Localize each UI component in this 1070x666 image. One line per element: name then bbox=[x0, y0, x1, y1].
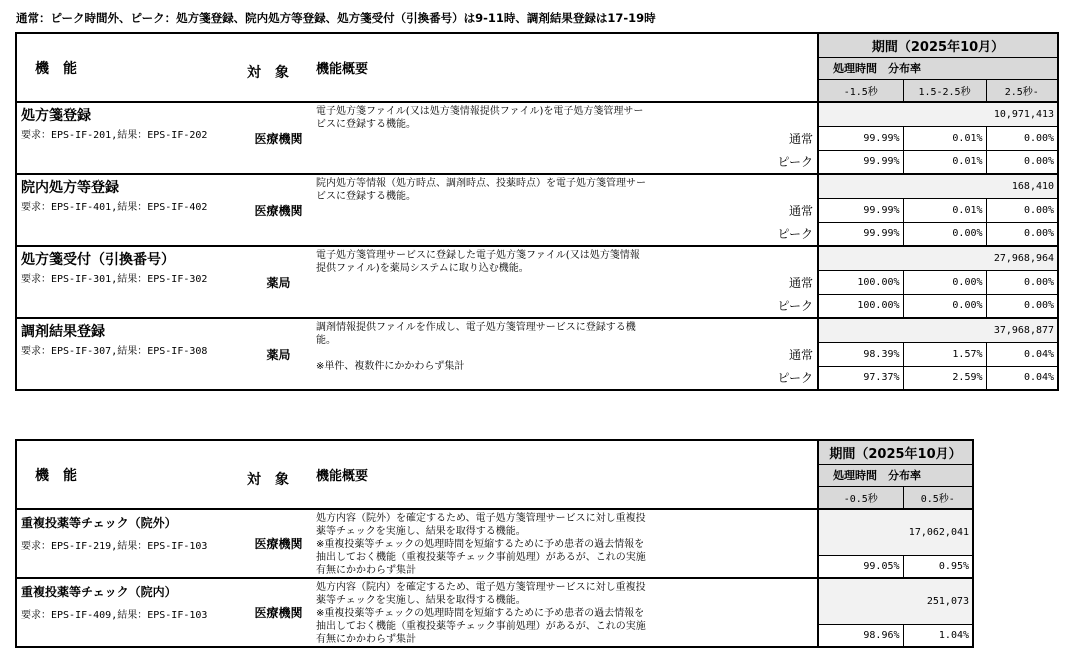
header-range-1: -0.5秒 bbox=[818, 486, 903, 509]
desc-line: ビスに登録する機能。 bbox=[316, 191, 416, 202]
value-cell: 0.00% bbox=[986, 150, 1058, 174]
function-name: 調剤結果登録 bbox=[16, 318, 241, 342]
value-cell: 99.99% bbox=[818, 222, 903, 246]
interface-ids: 要求：EPS-IF-219,結果：EPS-IF-103 bbox=[21, 541, 208, 552]
function-description bbox=[316, 318, 731, 390]
value-cell: 0.00% bbox=[903, 270, 986, 294]
function-description bbox=[316, 102, 731, 174]
value-cell: 0.00% bbox=[986, 198, 1058, 222]
total-count: 27,968,964 bbox=[818, 246, 1058, 270]
function-description bbox=[316, 246, 731, 318]
header-distribution: 処理時間 分布率 bbox=[818, 464, 973, 486]
value-cell: 0.01% bbox=[903, 198, 986, 222]
value-cell: 99.99% bbox=[818, 198, 903, 222]
desc-note: ※単件、複数件にかかわらず集計 bbox=[316, 361, 465, 372]
header-range-3: 2.5秒- bbox=[986, 79, 1058, 102]
function-description bbox=[316, 509, 731, 578]
table-row bbox=[16, 102, 1058, 126]
desc-line: 調剤情報提供ファイルを作成し、電子処方箋管理サービスに登録する機 bbox=[316, 322, 636, 333]
function-name: 重複投薬等チェック（院内） bbox=[21, 585, 177, 599]
peak-label: ピーク bbox=[777, 155, 814, 169]
value-cell: 1.04% bbox=[903, 624, 973, 647]
function-name: 処方箋登録 bbox=[16, 102, 241, 126]
header-function: 機 能 bbox=[35, 60, 77, 77]
value-cell: 0.04% bbox=[986, 342, 1058, 366]
header-range-1: -1.5秒 bbox=[818, 79, 903, 102]
value-cell: 0.00% bbox=[903, 222, 986, 246]
target-cell: 医療機関 bbox=[241, 102, 316, 174]
value-cell: 2.59% bbox=[903, 366, 986, 390]
desc-line: ※重複投薬等チェックの処理時間を短縮するために予め患者の過去情報を bbox=[316, 539, 645, 550]
function-name: 重複投薬等チェック（院外） bbox=[21, 516, 177, 530]
value-cell: 0.00% bbox=[986, 222, 1058, 246]
value-cell: 99.99% bbox=[818, 126, 903, 150]
normal-label: 通常 bbox=[789, 275, 814, 290]
interface-ids: 要求：EPS-IF-301,結果：EPS-IF-302 bbox=[21, 274, 208, 285]
value-cell: 100.00% bbox=[818, 294, 903, 318]
value-cell: 0.01% bbox=[903, 126, 986, 150]
header-function-target bbox=[16, 33, 316, 102]
total-count: 37,968,877 bbox=[818, 318, 1058, 342]
header-function-target bbox=[16, 440, 316, 509]
footnote-definition: 通常：ピーク時間外、ピーク：処方箋登録、院内処方等登録、処方箋受付（引換番号）は9-11時、調剤結果登録は17-19時 bbox=[16, 11, 656, 25]
value-cell: 99.05% bbox=[818, 555, 903, 578]
function-name: 院内処方等登録 bbox=[16, 174, 241, 198]
target-cell: 医療機関 bbox=[241, 509, 316, 578]
peak-label: ピーク bbox=[777, 227, 814, 241]
total-count: 251,073 bbox=[818, 578, 973, 624]
header-function: 機 能 bbox=[35, 467, 77, 484]
header-period: 期間（2025年10月） bbox=[818, 440, 973, 464]
header-summary: 機能概要 bbox=[316, 62, 369, 77]
desc-line: 抽出しておく機能（重複投薬等チェック事前処理）があるが、これの実施 bbox=[316, 621, 646, 632]
header-summary: 機能概要 bbox=[316, 469, 369, 484]
desc-line: 抽出しておく機能（重複投薬等チェック事前処理）があるが、これの実施 bbox=[316, 552, 646, 563]
total-count: 168,410 bbox=[818, 174, 1058, 198]
value-cell: 97.37% bbox=[818, 366, 903, 390]
desc-line: 有無にかかわらず集計 bbox=[316, 565, 416, 576]
interface-ids: 要求：EPS-IF-307,結果：EPS-IF-308 bbox=[21, 346, 208, 357]
target-cell: 医療機関 bbox=[241, 578, 316, 647]
function-cell bbox=[16, 578, 241, 624]
target-cell: 薬局 bbox=[241, 318, 316, 390]
peak-label: ピーク bbox=[777, 371, 814, 385]
header-range-2: 0.5秒- bbox=[903, 486, 973, 509]
normal-label: 通常 bbox=[789, 203, 814, 218]
value-cell: 98.96% bbox=[818, 624, 903, 647]
value-cell: 0.95% bbox=[903, 555, 973, 578]
total-count: 17,062,041 bbox=[818, 509, 973, 555]
target-cell: 薬局 bbox=[241, 246, 316, 318]
desc-line: 処方内容（院外）を確定するため、電子処方箋管理サービスに対し重複投 bbox=[316, 513, 646, 524]
table-row bbox=[16, 509, 973, 555]
value-cell: 98.39% bbox=[818, 342, 903, 366]
function-cell bbox=[16, 509, 241, 555]
value-cell: 100.00% bbox=[818, 270, 903, 294]
peak-label: ピーク bbox=[777, 299, 814, 313]
desc-line: ※重複投薬等チェックの処理時間を短縮するために予め患者の過去情報を bbox=[316, 608, 645, 619]
desc-line: 有無にかかわらず集計 bbox=[316, 634, 416, 645]
desc-line: 院内処方等情報（処方時点、調剤時点、投薬時点）を電子処方箋管理サー bbox=[316, 178, 646, 189]
desc-line: 能。 bbox=[316, 335, 336, 346]
table-row bbox=[16, 246, 1058, 270]
desc-line: ビスに登録する機能。 bbox=[316, 119, 416, 130]
desc-line: 処方内容（院内）を確定するため、電子処方箋管理サービスに対し重複投 bbox=[316, 582, 646, 593]
header-target: 対 象 bbox=[247, 472, 289, 488]
table-row bbox=[16, 174, 1058, 198]
interface-ids: 要求：EPS-IF-201,結果：EPS-IF-202 bbox=[21, 130, 208, 141]
normal-label: 通常 bbox=[789, 347, 814, 362]
table-row bbox=[16, 318, 1058, 342]
header-period: 期間（2025年10月） bbox=[818, 33, 1058, 57]
desc-line: 薬等チェックを実施し、結果を取得する機能。 bbox=[316, 595, 526, 606]
function-description bbox=[316, 578, 731, 647]
desc-line: 薬等チェックを実施し、結果を取得する機能。 bbox=[316, 526, 526, 537]
header-target: 対 象 bbox=[247, 65, 289, 81]
value-cell: 0.04% bbox=[986, 366, 1058, 390]
total-count: 10,971,413 bbox=[818, 102, 1058, 126]
desc-line: 電子処方箋ファイル(又は処方箋情報提供ファイル)を電子処方箋管理サー bbox=[316, 106, 644, 117]
value-cell: 0.00% bbox=[986, 294, 1058, 318]
value-cell: 99.99% bbox=[818, 150, 903, 174]
value-cell: 1.57% bbox=[903, 342, 986, 366]
value-cell: 0.01% bbox=[903, 150, 986, 174]
desc-line: 電子処方箋管理サービスに登録した電子処方箋ファイル(又は処方箋情報 bbox=[316, 250, 640, 261]
function-description bbox=[316, 174, 731, 246]
interface-ids: 要求：EPS-IF-409,結果：EPS-IF-103 bbox=[21, 610, 208, 621]
header-range-2: 1.5-2.5秒 bbox=[903, 79, 986, 102]
performance-table-2 bbox=[15, 439, 974, 648]
value-cell: 0.00% bbox=[903, 294, 986, 318]
value-cell: 0.00% bbox=[986, 270, 1058, 294]
normal-label: 通常 bbox=[789, 131, 814, 146]
table-row bbox=[16, 578, 973, 624]
desc-line: 提供ファイル)を薬局システムに取り込む機能。 bbox=[316, 263, 529, 274]
value-cell: 0.00% bbox=[986, 126, 1058, 150]
performance-table-1 bbox=[15, 32, 1059, 391]
interface-ids: 要求：EPS-IF-401,結果：EPS-IF-402 bbox=[21, 202, 208, 213]
function-name: 処方箋受付（引換番号） bbox=[16, 246, 241, 270]
target-cell: 医療機関 bbox=[241, 174, 316, 246]
header-distribution: 処理時間 分布率 bbox=[818, 57, 1058, 79]
